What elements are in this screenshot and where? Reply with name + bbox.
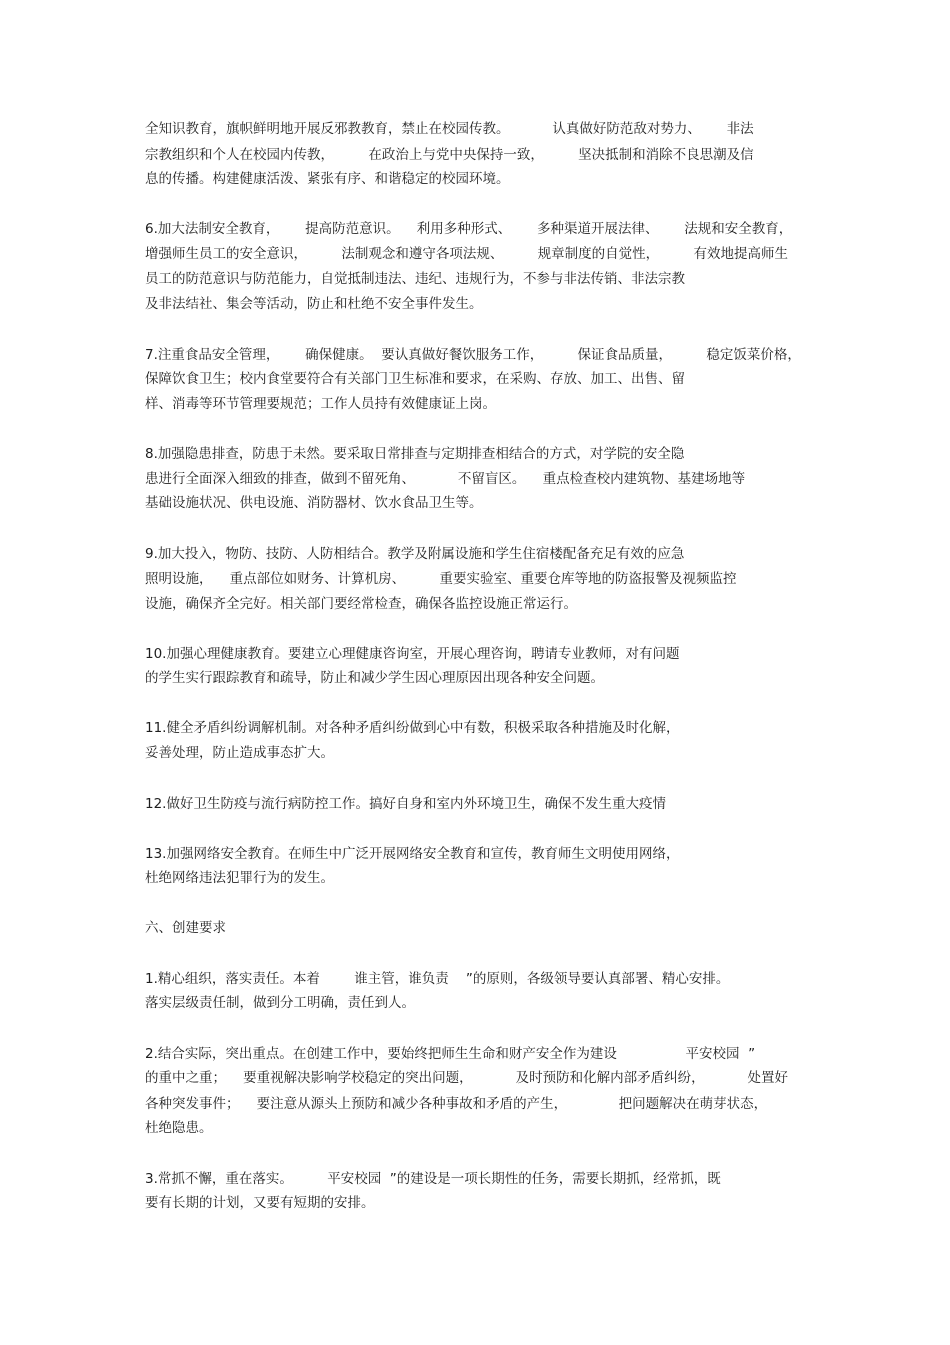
text-line: 10.加强心理健康教育。要建立心理健康咨询室，开展心理咨询，聘请专业教师，对有问题 xyxy=(145,646,680,662)
text-line: 8.加强隐患排查，防患于未然。要采取日常排查与定期排查相结合的方式，对学院的安全隐 xyxy=(145,446,685,462)
text-line: 13.加强网络安全教育。在师生中广泛开展网络安全教育和宣传，教育师生文明使用网络， xyxy=(145,846,680,862)
text-line: 7.注重食品安全管理， 确保健康。 要认真做好餐饮服务工作， 保证食品质量， 稳定饭菜价格， xyxy=(145,347,801,363)
text-line: 12.做好卫生防疫与流行病防控工作。搞好自身和室内外环境卫生，确保不发生重大疫情 xyxy=(145,796,666,812)
text-line: 的重中之重； 要重视解决影响学校稳定的突出问题， 及时预防和化解内部矛盾纠纷， 处置好 xyxy=(145,1070,788,1086)
text-line: 要有长期的计划，又要有短期的安排。 xyxy=(145,1195,375,1211)
text-line: 6.加大法制安全教育， 提高防范意识。 利用多种形式、 多种渠道开展法律、 法规和安全教育， xyxy=(145,221,793,237)
text-line: 增强师生员工的安全意识， 法制观念和遵守各项法规、 规章制度的自觉性， 有效地提高师生 xyxy=(145,246,788,262)
text-line: 3.常抓不懈，重在落实。 平安校园 ”的建设是一项长期性的任务，需要长期抓，经常抓，既 xyxy=(145,1171,721,1187)
text-line: 1.精心组织，落实责任。本着 谁主管，谁负责 ”的原则，各级领导要认真部署、精心安排。 xyxy=(145,971,730,987)
text-line: 杜绝网络违法犯罪行为的发生。 xyxy=(145,870,334,886)
text-line: 妥善处理，防止造成事态扩大。 xyxy=(145,745,334,761)
text-line: 及非法结社、集会等活动，防止和杜绝不安全事件发生。 xyxy=(145,296,483,312)
text-line: 9.加大投入，物防、技防、人防相结合。教学及附属设施和学生住宿楼配备充足有效的应急 xyxy=(145,546,685,562)
text-line: 全知识教育，旗帜鲜明地开展反邪教教育，禁止在校园传教。 认真做好防范敌对势力、 非法 xyxy=(145,121,754,137)
text-line: 设施，确保齐全完好。相关部门要经常检查，确保各监控设施正常运行。 xyxy=(145,596,577,612)
text-line: 宗教组织和个人在校园内传教， 在政治上与党中央保持一致， 坚决抵制和消除不良思潮及信 xyxy=(145,147,754,163)
text-line: 患进行全面深入细致的排查，做到不留死角、 不留盲区。 重点检查校内建筑物、基建场地等 xyxy=(145,471,746,487)
section-heading: 六、创建要求 xyxy=(145,920,226,936)
text-line: 的学生实行跟踪教育和疏导，防止和减少学生因心理原因出现各种安全问题。 xyxy=(145,670,604,686)
text-line: 保障饮食卫生；校内食堂要符合有关部门卫生标准和要求，在采购、存放、加工、出售、留 xyxy=(145,371,685,387)
text-line: 员工的防范意识与防范能力，自觉抵制违法、违纪、违规行为，不参与非法传销、非法宗教 xyxy=(145,271,685,287)
text-line: 落实层级责任制，做到分工明确，责任到人。 xyxy=(145,995,415,1011)
text-line: 11.健全矛盾纠纷调解机制。对各种矛盾纠纷做到心中有数，积极采取各种措施及时化解， xyxy=(145,720,680,736)
text-line: 息的传播。构建健康活泼、紧张有序、和谐稳定的校园环境。 xyxy=(145,171,510,187)
text-line: 杜绝隐患。 xyxy=(145,1120,213,1136)
text-line: 样、消毒等环节管理要规范；工作人员持有效健康证上岗。 xyxy=(145,396,496,412)
text-line: 照明设施， 重点部位如财务、计算机房、 重要实验室、重要仓库等地的防盗报警及视频监控 xyxy=(145,571,737,587)
text-line: 2.结合实际，突出重点。在创建工作中，要始终把师生生命和财产安全作为建设 平安校园 ” xyxy=(145,1046,756,1062)
text-line: 基础设施状况、供电设施、消防器材、饮水食品卫生等。 xyxy=(145,495,483,511)
text-line: 各种突发事件； 要注意从源头上预防和减少各种事故和矛盾的产生， 把问题解决在萌芽状态， xyxy=(145,1096,768,1112)
